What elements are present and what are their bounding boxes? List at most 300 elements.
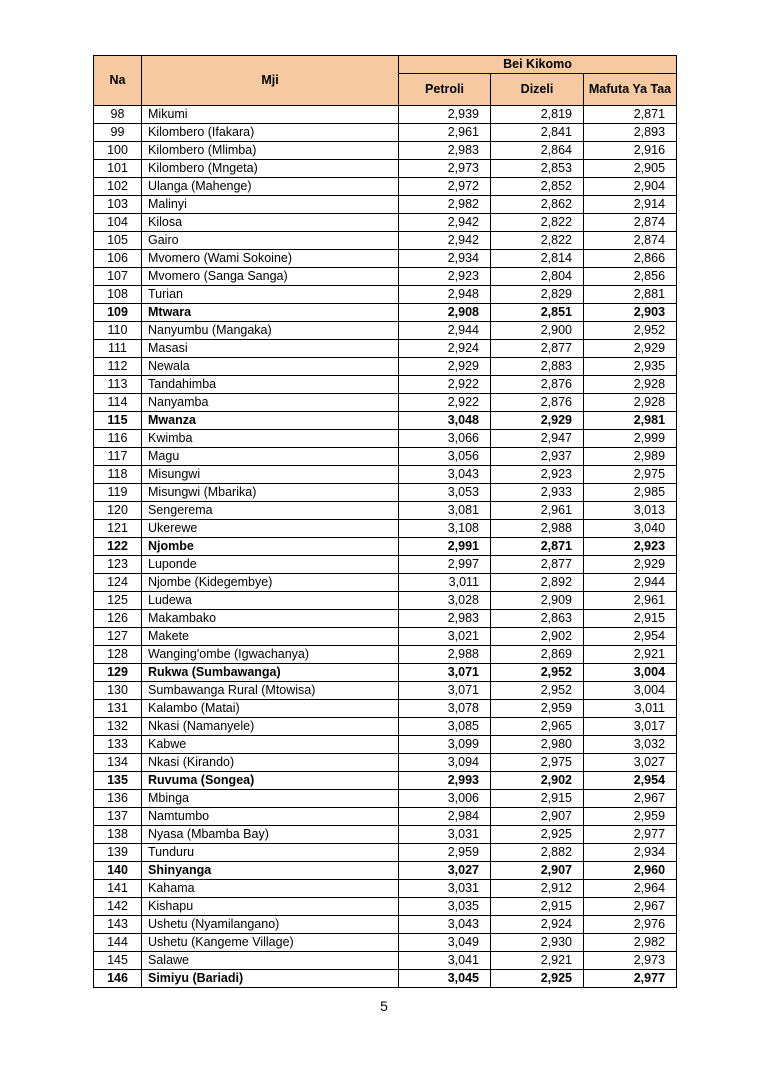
cell-dizeli: 2,852 (491, 178, 584, 196)
table-row (94, 412, 677, 430)
table-row (94, 484, 677, 502)
cell-petroli: 3,011 (399, 574, 491, 592)
cell-mafuta-ya-taa: 2,929 (584, 556, 677, 574)
table-row (94, 754, 677, 772)
cell-mafuta-ya-taa: 2,967 (584, 898, 677, 916)
header-mafuta-ya-taa: Mafuta Ya Taa (584, 74, 677, 106)
header-bei-kikomo: Bei Kikomo (399, 56, 677, 74)
table-row (94, 880, 677, 898)
cell-na: 134 (94, 754, 142, 772)
cell-petroli: 2,924 (399, 340, 491, 358)
cell-mji: Ukerewe (142, 520, 399, 538)
cell-mafuta-ya-taa: 2,923 (584, 538, 677, 556)
cell-mafuta-ya-taa: 2,928 (584, 394, 677, 412)
cell-petroli: 3,066 (399, 430, 491, 448)
table-row (94, 214, 677, 232)
cell-petroli: 3,048 (399, 412, 491, 430)
cell-dizeli: 2,988 (491, 520, 584, 538)
cell-petroli: 3,078 (399, 700, 491, 718)
cell-na: 102 (94, 178, 142, 196)
table-row (94, 934, 677, 952)
cell-na: 114 (94, 394, 142, 412)
table-row (94, 826, 677, 844)
cell-mafuta-ya-taa: 3,040 (584, 520, 677, 538)
table-row (94, 790, 677, 808)
table-row (94, 466, 677, 484)
cell-petroli: 3,035 (399, 898, 491, 916)
cell-dizeli: 2,882 (491, 844, 584, 862)
cell-mafuta-ya-taa: 2,935 (584, 358, 677, 376)
cell-mji: Kilombero (Mlimba) (142, 142, 399, 160)
cell-na: 146 (94, 970, 142, 988)
table-row (94, 808, 677, 826)
cell-mafuta-ya-taa: 3,027 (584, 754, 677, 772)
cell-mji: Ulanga (Mahenge) (142, 178, 399, 196)
cell-dizeli: 2,933 (491, 484, 584, 502)
cell-na: 123 (94, 556, 142, 574)
table-row (94, 772, 677, 790)
cell-dizeli: 2,980 (491, 736, 584, 754)
cell-mji: Sumbawanga Rural (Mtowisa) (142, 682, 399, 700)
page-number: 5 (380, 998, 388, 1014)
table-row (94, 178, 677, 196)
cell-na: 135 (94, 772, 142, 790)
cell-petroli: 3,108 (399, 520, 491, 538)
cell-mji: Wanging'ombe (Igwachanya) (142, 646, 399, 664)
table-row (94, 538, 677, 556)
cell-dizeli: 2,877 (491, 556, 584, 574)
cell-mafuta-ya-taa: 2,905 (584, 160, 677, 178)
cell-dizeli: 2,912 (491, 880, 584, 898)
cell-mji: Mwanza (142, 412, 399, 430)
cell-dizeli: 2,862 (491, 196, 584, 214)
table-row (94, 862, 677, 880)
cell-dizeli: 2,961 (491, 502, 584, 520)
table-body (94, 106, 677, 988)
table-row (94, 952, 677, 970)
cell-mafuta-ya-taa: 2,954 (584, 772, 677, 790)
cell-mji: Ushetu (Nyamilangano) (142, 916, 399, 934)
cell-na: 122 (94, 538, 142, 556)
cell-dizeli: 2,902 (491, 628, 584, 646)
cell-na: 100 (94, 142, 142, 160)
cell-na: 125 (94, 592, 142, 610)
table-row (94, 340, 677, 358)
cell-petroli: 3,085 (399, 718, 491, 736)
cell-petroli: 2,983 (399, 142, 491, 160)
cell-mji: Kilosa (142, 214, 399, 232)
cell-mafuta-ya-taa: 2,977 (584, 970, 677, 988)
cell-mji: Masasi (142, 340, 399, 358)
table-row (94, 430, 677, 448)
cell-petroli: 2,984 (399, 808, 491, 826)
cell-petroli: 3,028 (399, 592, 491, 610)
cell-mafuta-ya-taa: 2,989 (584, 448, 677, 466)
cell-mafuta-ya-taa: 2,981 (584, 412, 677, 430)
cell-mafuta-ya-taa: 2,928 (584, 376, 677, 394)
cell-petroli: 2,972 (399, 178, 491, 196)
table-row (94, 394, 677, 412)
cell-petroli: 3,045 (399, 970, 491, 988)
cell-mafuta-ya-taa: 2,893 (584, 124, 677, 142)
cell-petroli: 3,043 (399, 916, 491, 934)
table-row (94, 664, 677, 682)
cell-mafuta-ya-taa: 3,017 (584, 718, 677, 736)
cell-mji: Luponde (142, 556, 399, 574)
cell-mafuta-ya-taa: 2,960 (584, 862, 677, 880)
cell-mafuta-ya-taa: 2,964 (584, 880, 677, 898)
cell-na: 142 (94, 898, 142, 916)
header-petroli: Petroli (399, 74, 491, 106)
cell-petroli: 3,031 (399, 880, 491, 898)
cell-petroli: 2,988 (399, 646, 491, 664)
cell-mji: Mvomero (Sanga Sanga) (142, 268, 399, 286)
cell-na: 108 (94, 286, 142, 304)
cell-petroli: 2,922 (399, 394, 491, 412)
cell-dizeli: 2,952 (491, 682, 584, 700)
table-row (94, 196, 677, 214)
cell-mji: Kishapu (142, 898, 399, 916)
cell-dizeli: 2,907 (491, 862, 584, 880)
cell-na: 133 (94, 736, 142, 754)
table-row (94, 286, 677, 304)
cell-mji: Malinyi (142, 196, 399, 214)
cell-mji: Magu (142, 448, 399, 466)
cell-petroli: 2,942 (399, 232, 491, 250)
cell-petroli: 2,973 (399, 160, 491, 178)
cell-mji: Tandahimba (142, 376, 399, 394)
cell-mafuta-ya-taa: 2,975 (584, 466, 677, 484)
cell-mji: Shinyanga (142, 862, 399, 880)
cell-dizeli: 2,876 (491, 376, 584, 394)
cell-mafuta-ya-taa: 2,903 (584, 304, 677, 322)
cell-na: 121 (94, 520, 142, 538)
cell-mji: Mikumi (142, 106, 399, 124)
cell-dizeli: 2,937 (491, 448, 584, 466)
cell-dizeli: 2,829 (491, 286, 584, 304)
cell-dizeli: 2,929 (491, 412, 584, 430)
cell-mafuta-ya-taa: 2,944 (584, 574, 677, 592)
table-row (94, 970, 677, 988)
cell-petroli: 3,053 (399, 484, 491, 502)
cell-na: 120 (94, 502, 142, 520)
cell-na: 138 (94, 826, 142, 844)
cell-mji: Kilombero (Ifakara) (142, 124, 399, 142)
table-row (94, 916, 677, 934)
cell-mji: Nkasi (Namanyele) (142, 718, 399, 736)
cell-mafuta-ya-taa: 2,881 (584, 286, 677, 304)
cell-na: 144 (94, 934, 142, 952)
table-row (94, 700, 677, 718)
cell-dizeli: 2,851 (491, 304, 584, 322)
cell-dizeli: 2,921 (491, 952, 584, 970)
cell-petroli: 2,997 (399, 556, 491, 574)
cell-dizeli: 2,841 (491, 124, 584, 142)
fuel-price-table (93, 55, 677, 988)
cell-mji: Kabwe (142, 736, 399, 754)
cell-dizeli: 2,814 (491, 250, 584, 268)
cell-na: 109 (94, 304, 142, 322)
cell-mji: Mbinga (142, 790, 399, 808)
cell-na: 101 (94, 160, 142, 178)
table-row (94, 232, 677, 250)
table-row (94, 268, 677, 286)
cell-mafuta-ya-taa: 2,866 (584, 250, 677, 268)
cell-mji: Misungwi (142, 466, 399, 484)
cell-mji: Makambako (142, 610, 399, 628)
cell-petroli: 3,071 (399, 664, 491, 682)
cell-dizeli: 2,952 (491, 664, 584, 682)
cell-mji: Ruvuma (Songea) (142, 772, 399, 790)
cell-petroli: 3,031 (399, 826, 491, 844)
header-dizeli: Dizeli (491, 74, 584, 106)
cell-na: 128 (94, 646, 142, 664)
cell-dizeli: 2,869 (491, 646, 584, 664)
cell-mji: Makete (142, 628, 399, 646)
table-row (94, 142, 677, 160)
cell-dizeli: 2,925 (491, 826, 584, 844)
cell-mji: Nkasi (Kirando) (142, 754, 399, 772)
table-row (94, 646, 677, 664)
cell-mafuta-ya-taa: 2,929 (584, 340, 677, 358)
cell-mji: Kalambo (Matai) (142, 700, 399, 718)
cell-mafuta-ya-taa: 2,952 (584, 322, 677, 340)
cell-mafuta-ya-taa: 2,973 (584, 952, 677, 970)
cell-mafuta-ya-taa: 2,871 (584, 106, 677, 124)
cell-na: 141 (94, 880, 142, 898)
cell-na: 124 (94, 574, 142, 592)
cell-dizeli: 2,822 (491, 214, 584, 232)
table-row (94, 304, 677, 322)
cell-dizeli: 2,804 (491, 268, 584, 286)
cell-dizeli: 2,892 (491, 574, 584, 592)
cell-petroli: 2,942 (399, 214, 491, 232)
table-row (94, 898, 677, 916)
cell-petroli: 3,049 (399, 934, 491, 952)
cell-mafuta-ya-taa: 2,874 (584, 232, 677, 250)
header-na: Na (94, 56, 142, 106)
cell-mji: Njombe (142, 538, 399, 556)
cell-petroli: 2,922 (399, 376, 491, 394)
cell-na: 140 (94, 862, 142, 880)
cell-mafuta-ya-taa: 2,967 (584, 790, 677, 808)
cell-na: 118 (94, 466, 142, 484)
cell-na: 115 (94, 412, 142, 430)
cell-mji: Mtwara (142, 304, 399, 322)
cell-dizeli: 2,864 (491, 142, 584, 160)
cell-mafuta-ya-taa: 3,004 (584, 682, 677, 700)
cell-mafuta-ya-taa: 2,985 (584, 484, 677, 502)
cell-na: 143 (94, 916, 142, 934)
cell-mafuta-ya-taa: 2,916 (584, 142, 677, 160)
cell-petroli: 2,959 (399, 844, 491, 862)
cell-dizeli: 2,907 (491, 808, 584, 826)
cell-petroli: 2,944 (399, 322, 491, 340)
cell-na: 129 (94, 664, 142, 682)
cell-mji: Kahama (142, 880, 399, 898)
cell-mafuta-ya-taa: 2,977 (584, 826, 677, 844)
cell-mafuta-ya-taa: 3,004 (584, 664, 677, 682)
cell-dizeli: 2,975 (491, 754, 584, 772)
cell-mji: Njombe (Kidegembye) (142, 574, 399, 592)
cell-mji: Misungwi (Mbarika) (142, 484, 399, 502)
table-row (94, 844, 677, 862)
cell-mji: Nanyamba (142, 394, 399, 412)
cell-na: 111 (94, 340, 142, 358)
cell-na: 119 (94, 484, 142, 502)
table-row (94, 592, 677, 610)
cell-mji: Gairo (142, 232, 399, 250)
table-row (94, 376, 677, 394)
cell-dizeli: 2,909 (491, 592, 584, 610)
cell-petroli: 3,043 (399, 466, 491, 484)
cell-dizeli: 2,819 (491, 106, 584, 124)
cell-petroli: 2,939 (399, 106, 491, 124)
cell-na: 107 (94, 268, 142, 286)
cell-petroli: 3,006 (399, 790, 491, 808)
cell-mji: Salawe (142, 952, 399, 970)
cell-mafuta-ya-taa: 2,914 (584, 196, 677, 214)
cell-na: 130 (94, 682, 142, 700)
cell-mji: Nyasa (Mbamba Bay) (142, 826, 399, 844)
cell-petroli: 3,071 (399, 682, 491, 700)
table-row (94, 358, 677, 376)
cell-mafuta-ya-taa: 2,874 (584, 214, 677, 232)
cell-dizeli: 2,923 (491, 466, 584, 484)
table-row (94, 502, 677, 520)
cell-mji: Simiyu (Bariadi) (142, 970, 399, 988)
cell-petroli: 3,027 (399, 862, 491, 880)
cell-dizeli: 2,877 (491, 340, 584, 358)
cell-na: 103 (94, 196, 142, 214)
header-mji: Mji (142, 56, 399, 106)
table-row (94, 160, 677, 178)
cell-petroli: 2,934 (399, 250, 491, 268)
cell-petroli: 2,982 (399, 196, 491, 214)
cell-na: 145 (94, 952, 142, 970)
cell-na: 106 (94, 250, 142, 268)
cell-na: 104 (94, 214, 142, 232)
cell-petroli: 3,056 (399, 448, 491, 466)
table-row (94, 682, 677, 700)
cell-mji: Ushetu (Kangeme Village) (142, 934, 399, 952)
cell-na: 139 (94, 844, 142, 862)
cell-na: 112 (94, 358, 142, 376)
cell-mji: Kwimba (142, 430, 399, 448)
cell-dizeli: 2,883 (491, 358, 584, 376)
table-row (94, 556, 677, 574)
cell-petroli: 2,983 (399, 610, 491, 628)
table-row (94, 574, 677, 592)
cell-petroli: 2,993 (399, 772, 491, 790)
cell-petroli: 3,081 (399, 502, 491, 520)
cell-dizeli: 2,853 (491, 160, 584, 178)
cell-dizeli: 2,902 (491, 772, 584, 790)
cell-dizeli: 2,965 (491, 718, 584, 736)
cell-dizeli: 2,947 (491, 430, 584, 448)
cell-dizeli: 2,930 (491, 934, 584, 952)
cell-petroli: 2,923 (399, 268, 491, 286)
cell-mafuta-ya-taa: 3,011 (584, 700, 677, 718)
cell-dizeli: 2,915 (491, 898, 584, 916)
cell-mji: Turian (142, 286, 399, 304)
cell-dizeli: 2,822 (491, 232, 584, 250)
cell-dizeli: 2,915 (491, 790, 584, 808)
cell-na: 98 (94, 106, 142, 124)
cell-mafuta-ya-taa: 2,856 (584, 268, 677, 286)
cell-dizeli: 2,924 (491, 916, 584, 934)
cell-dizeli: 2,900 (491, 322, 584, 340)
cell-petroli: 2,961 (399, 124, 491, 142)
cell-mji: Tunduru (142, 844, 399, 862)
table-row (94, 106, 677, 124)
table-row (94, 124, 677, 142)
table-row (94, 520, 677, 538)
cell-mafuta-ya-taa: 2,954 (584, 628, 677, 646)
cell-dizeli: 2,876 (491, 394, 584, 412)
cell-mafuta-ya-taa: 2,904 (584, 178, 677, 196)
cell-mafuta-ya-taa: 2,982 (584, 934, 677, 952)
cell-petroli: 3,099 (399, 736, 491, 754)
cell-petroli: 2,948 (399, 286, 491, 304)
cell-mafuta-ya-taa: 3,032 (584, 736, 677, 754)
cell-petroli: 2,991 (399, 538, 491, 556)
cell-mji: Mvomero (Wami Sokoine) (142, 250, 399, 268)
cell-mji: Ludewa (142, 592, 399, 610)
cell-petroli: 3,094 (399, 754, 491, 772)
cell-mji: Rukwa (Sumbawanga) (142, 664, 399, 682)
cell-mafuta-ya-taa: 3,013 (584, 502, 677, 520)
cell-na: 105 (94, 232, 142, 250)
cell-na: 126 (94, 610, 142, 628)
cell-mafuta-ya-taa: 2,961 (584, 592, 677, 610)
cell-dizeli: 2,925 (491, 970, 584, 988)
cell-na: 99 (94, 124, 142, 142)
cell-na: 131 (94, 700, 142, 718)
cell-na: 136 (94, 790, 142, 808)
cell-na: 117 (94, 448, 142, 466)
cell-petroli: 3,021 (399, 628, 491, 646)
cell-mafuta-ya-taa: 2,915 (584, 610, 677, 628)
cell-mji: Newala (142, 358, 399, 376)
cell-na: 127 (94, 628, 142, 646)
table-row (94, 322, 677, 340)
table-row (94, 628, 677, 646)
cell-dizeli: 2,871 (491, 538, 584, 556)
table-row (94, 718, 677, 736)
table-row (94, 736, 677, 754)
table-row (94, 610, 677, 628)
cell-na: 116 (94, 430, 142, 448)
cell-na: 113 (94, 376, 142, 394)
cell-mafuta-ya-taa: 2,959 (584, 808, 677, 826)
cell-mji: Nanyumbu (Mangaka) (142, 322, 399, 340)
cell-mafuta-ya-taa: 2,999 (584, 430, 677, 448)
cell-petroli: 2,908 (399, 304, 491, 322)
cell-mji: Namtumbo (142, 808, 399, 826)
cell-dizeli: 2,959 (491, 700, 584, 718)
cell-dizeli: 2,863 (491, 610, 584, 628)
cell-mji: Kilombero (Mngeta) (142, 160, 399, 178)
table-row (94, 250, 677, 268)
cell-mji: Sengerema (142, 502, 399, 520)
cell-petroli: 2,929 (399, 358, 491, 376)
cell-na: 110 (94, 322, 142, 340)
table-row (94, 448, 677, 466)
cell-mafuta-ya-taa: 2,921 (584, 646, 677, 664)
cell-na: 132 (94, 718, 142, 736)
cell-petroli: 3,041 (399, 952, 491, 970)
